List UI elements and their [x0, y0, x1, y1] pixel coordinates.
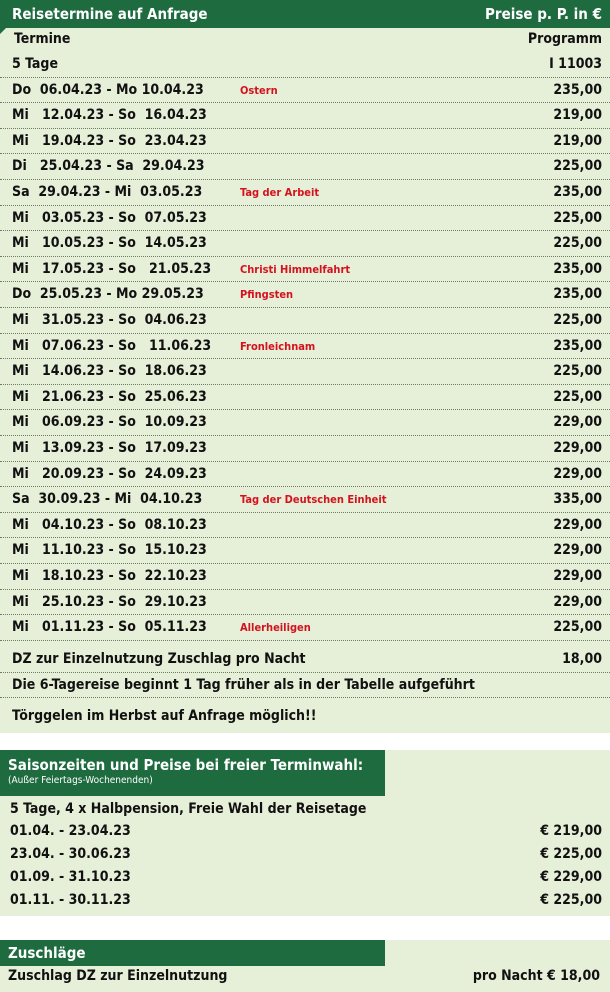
date-row — [0, 564, 610, 590]
date-row — [0, 615, 610, 641]
date-range: Mi 14.06.23 - So 18.06.23 — [12, 363, 207, 380]
program-code: I 11003 — [549, 56, 602, 72]
surcharges-title: Zuschläge — [0, 940, 385, 966]
date-row — [0, 154, 610, 180]
date-price: 229,00 — [553, 593, 602, 610]
surcharge-row — [8, 968, 600, 990]
column-header-termine: Termine — [14, 31, 71, 47]
dz-surcharge-price: 18,00 — [562, 651, 602, 668]
date-price: 229,00 — [553, 440, 602, 456]
date-range: Mi 07.06.23 - So 11.06.23 — [12, 337, 212, 354]
season-range: 01.04. - 23.04.23 — [10, 823, 131, 839]
date-range: Do 06.04.23 - Mo 10.04.23 — [12, 81, 204, 98]
date-range: Mi 25.10.23 - So 29.10.23 — [12, 593, 207, 610]
season-price: € 225,00 — [540, 892, 602, 908]
date-range: Mi 11.10.23 - So 15.10.23 — [12, 542, 207, 559]
date-row — [0, 180, 610, 206]
date-price: 235,00 — [553, 286, 602, 303]
date-price: 225,00 — [553, 235, 602, 252]
column-headers — [0, 28, 610, 50]
date-range: Mi 21.06.23 - So 25.06.23 — [12, 388, 207, 405]
dates-table-header — [0, 0, 610, 28]
date-row — [0, 129, 610, 155]
date-range: Sa 29.04.23 - Mi 03.05.23 — [12, 184, 203, 200]
program-label: 5 Tage — [12, 56, 58, 72]
holiday-note: Ostern — [240, 83, 278, 97]
season-range: 01.09. - 31.10.23 — [10, 869, 131, 885]
season-price: € 229,00 — [540, 869, 602, 885]
season-row — [10, 892, 602, 914]
holiday-note: Tag der Deutschen Einheit — [240, 493, 387, 507]
date-price: 225,00 — [553, 209, 602, 226]
date-range: Mi 12.04.23 - So 16.04.23 — [12, 107, 207, 124]
dz-surcharge-label: DZ zur Einzelnutzung Zuschlag pro Nacht — [12, 651, 306, 668]
date-price: 229,00 — [553, 465, 602, 482]
date-row — [0, 590, 610, 616]
season-row — [10, 869, 602, 891]
date-row — [0, 410, 610, 436]
holiday-note: Tag der Arbeit — [240, 186, 320, 199]
toerggelen-note-row — [0, 698, 610, 730]
date-range: Mi 10.05.23 - So 14.05.23 — [12, 235, 207, 252]
date-range: Mi 20.09.23 - So 24.09.23 — [12, 465, 207, 482]
date-price: 229,00 — [553, 414, 602, 431]
date-price: 235,00 — [553, 337, 602, 354]
season-prices-panel — [0, 750, 610, 916]
date-range: Di 25.04.23 - Sa 29.04.23 — [12, 158, 205, 175]
date-range: Mi 31.05.23 - So 04.06.23 — [12, 312, 207, 328]
date-row — [0, 257, 610, 283]
six-day-note: Die 6-Tagereise beginnt 1 Tag früher als in der Tabelle aufgeführt — [12, 676, 475, 693]
surcharges-panel — [0, 940, 610, 992]
date-price: 225,00 — [553, 158, 602, 175]
season-range: 23.04. - 30.06.23 — [10, 846, 131, 862]
date-row — [0, 538, 610, 564]
date-price: 219,00 — [553, 107, 602, 124]
dates-table-title: Reisetermine auf Anfrage — [12, 5, 208, 23]
date-price: 225,00 — [553, 312, 602, 328]
season-subtitle: (Außer Feiertags-Wochenenden) — [8, 775, 153, 786]
season-row — [10, 846, 602, 868]
date-range: Do 25.05.23 - Mo 29.05.23 — [12, 286, 204, 303]
holiday-note: Christi Himmelfahrt — [240, 262, 351, 276]
date-range: Mi 06.09.23 - So 10.09.23 — [12, 414, 207, 431]
date-price: 235,00 — [553, 260, 602, 277]
date-row — [0, 462, 610, 488]
date-row — [0, 513, 610, 539]
date-price: 225,00 — [553, 619, 602, 636]
date-price: 229,00 — [553, 568, 602, 584]
date-range: Mi 18.10.23 - So 22.10.23 — [12, 568, 207, 584]
program-row — [0, 52, 610, 78]
season-row — [10, 823, 602, 845]
season-price: € 219,00 — [540, 823, 602, 839]
date-row — [0, 359, 610, 385]
season-price: € 225,00 — [540, 846, 602, 862]
price-unit-label: Preise p. P. in € — [485, 5, 602, 23]
holiday-note: Fronleichnam — [240, 339, 316, 353]
season-title: Saisonzeiten und Preise bei freier Terminwahl: — [8, 756, 364, 774]
date-price: 235,00 — [553, 184, 602, 200]
date-price: 225,00 — [553, 363, 602, 380]
date-price: 229,00 — [553, 542, 602, 559]
date-row — [0, 206, 610, 232]
surcharge-label: Zuschlag DZ zur Einzelnutzung — [8, 968, 228, 984]
season-package: 5 Tage, 4 x Halbpension, Freie Wahl der Reisetage — [10, 801, 367, 817]
date-range: Sa 30.09.23 - Mi 04.10.23 — [12, 491, 203, 508]
date-range: Mi 01.11.23 - So 05.11.23 — [12, 619, 207, 636]
date-row — [0, 103, 610, 129]
date-row — [0, 436, 610, 462]
date-range: Mi 03.05.23 - So 07.05.23 — [12, 209, 207, 226]
date-row — [0, 78, 610, 104]
dz-surcharge-row — [0, 647, 610, 673]
date-row — [0, 334, 610, 360]
six-day-note-row — [0, 673, 610, 699]
holiday-note: Allerheiligen — [240, 621, 311, 635]
date-price: 225,00 — [553, 388, 602, 405]
season-range: 01.11. - 30.11.23 — [10, 892, 131, 908]
date-price: 219,00 — [553, 132, 602, 149]
column-header-programm: Programm — [527, 31, 602, 47]
toerggelen-note: Törggelen im Herbst auf Anfrage möglich!! — [12, 708, 317, 725]
date-row — [0, 308, 610, 334]
date-price: 235,00 — [553, 81, 602, 98]
date-range: Mi 04.10.23 - So 08.10.23 — [12, 516, 207, 533]
date-row — [0, 231, 610, 257]
date-row — [0, 385, 610, 411]
date-price: 229,00 — [553, 516, 602, 533]
date-range: Mi 19.04.23 - So 23.04.23 — [12, 132, 207, 149]
date-row — [0, 487, 610, 513]
season-header — [0, 750, 385, 796]
surcharge-price: pro Nacht € 18,00 — [472, 968, 600, 984]
date-range: Mi 17.05.23 - So 21.05.23 — [12, 260, 212, 277]
date-range: Mi 13.09.23 - So 17.09.23 — [12, 440, 207, 456]
date-price: 335,00 — [553, 491, 602, 508]
date-row — [0, 282, 610, 308]
holiday-note: Pfingsten — [240, 288, 294, 302]
